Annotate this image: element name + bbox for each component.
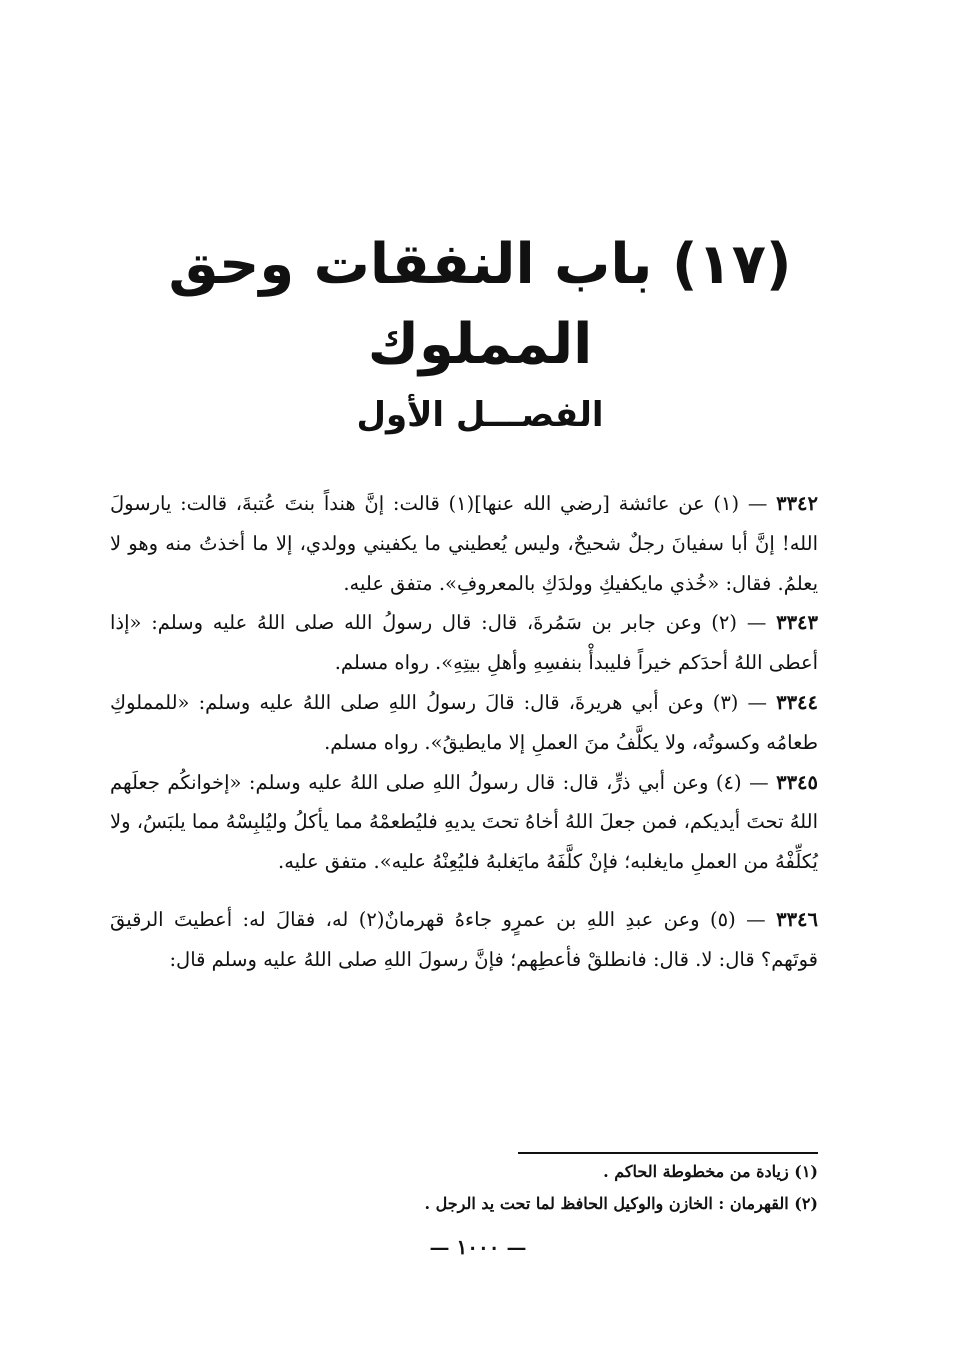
hadith-number: ٣٣٤٦ [776, 907, 818, 931]
footnote-2: (٢) القهرمان : الخازن والوكيل الحافظ لما تحت يد الرجل . [424, 1194, 818, 1213]
hadith-text: (١) عن عائشة [رضي الله عنها](١) قالت: إنَّ هنداً بنتَ عُتبةَ، قالت: يارسولَ الله! إنَّ أبا سفيانَ رجلٌ شحيحٌ، وليس يُعطيني ما يكفيني وولدي، إلا ما أخذتُ منه وهو لا يعلمُ. فقال: «خُذي مايكفيكِ وولدَكِ بالمعروفِ». متفق عليه. [110, 492, 818, 595]
hadith-separator: — [749, 770, 769, 794]
hadith-number: ٣٣٤٢ [776, 492, 819, 515]
footnotes [300, 1156, 818, 1220]
hadith-3343 [110, 603, 818, 683]
hadith-separator: — [747, 492, 768, 515]
hadith-text: (٣) وعن أبي هريرةَ، قال: قالَ رسولُ اللهِ صلى اللهُ عليه وسلم: «للمملوكِ طعامُه وكسوتُه، ولا يكلَّفُ منَ العملِ إلا مايطيقُ». رواه مسلم. [110, 690, 818, 754]
footnote-divider [518, 1152, 818, 1154]
footnote-1: (١) زيادة من مخطوطة الحاكم . [603, 1162, 818, 1181]
hadith-separator: — [746, 611, 767, 635]
chapter-title: (١٧) باب النفقات وحق المملوك [168, 232, 792, 377]
hadith-text: (٤) وعن أبي ذرٍّ، قال: قال رسولُ اللهِ صلى اللهُ عليه وسلم: «إخوانكُم جعلَهم اللهُ تحتَ أيديكم، فمن جعلَ اللهُ أخاهُ تحتَ يديهِ فليُطعمْهُ مما يأكلُ وليُلبِسْهُ مما يلبَسُ، ولا يُكلِّفْهُ من العملِ مايغلبه؛ فإنْ كلَّفَهُ مايَغلبهُ فليُعِنْهُ عليه». متفق عليه. [110, 770, 818, 874]
hadith-separator: — [747, 690, 767, 714]
page-number: — ١٠٠٠ — [429, 1235, 527, 1259]
hadith-3345 [110, 763, 818, 882]
hadith-number: ٣٣٤٥ [776, 770, 819, 794]
hadith-number: ٣٣٤٤ [776, 690, 818, 714]
hadith-number: ٣٣٤٣ [776, 611, 819, 635]
hadith-separator: — [746, 907, 766, 931]
hadith-text: (٥) وعن عبدِ اللهِ بن عمرٍو جاءهُ قهرمانٌ(٢) له، فقالَ له: أعطيتَ الرقيقَ قوتَهم؟ قال: لا. قال: فانطلقْ فأعطِهم؛ فإنَّ رسولَ اللهِ صلى اللهُ عليه وسلم قال: [110, 907, 818, 971]
section-title: الفصـــل الأول [356, 395, 604, 435]
hadith-3342 [110, 484, 818, 603]
hadith-text: (٢) وعن جابر بن سَمُرةَ، قال: قال رسولُ الله صلى اللهُ عليه وسلم: «إذا أعطى اللهُ أحدَكم خيراً فليبدأْ بنفسِهِ وأهلِ بيتِهِ». رواه مسلم. [110, 611, 818, 675]
hadith-list [110, 484, 818, 980]
hadith-3344 [110, 683, 818, 763]
hadith-3346 [110, 900, 818, 980]
